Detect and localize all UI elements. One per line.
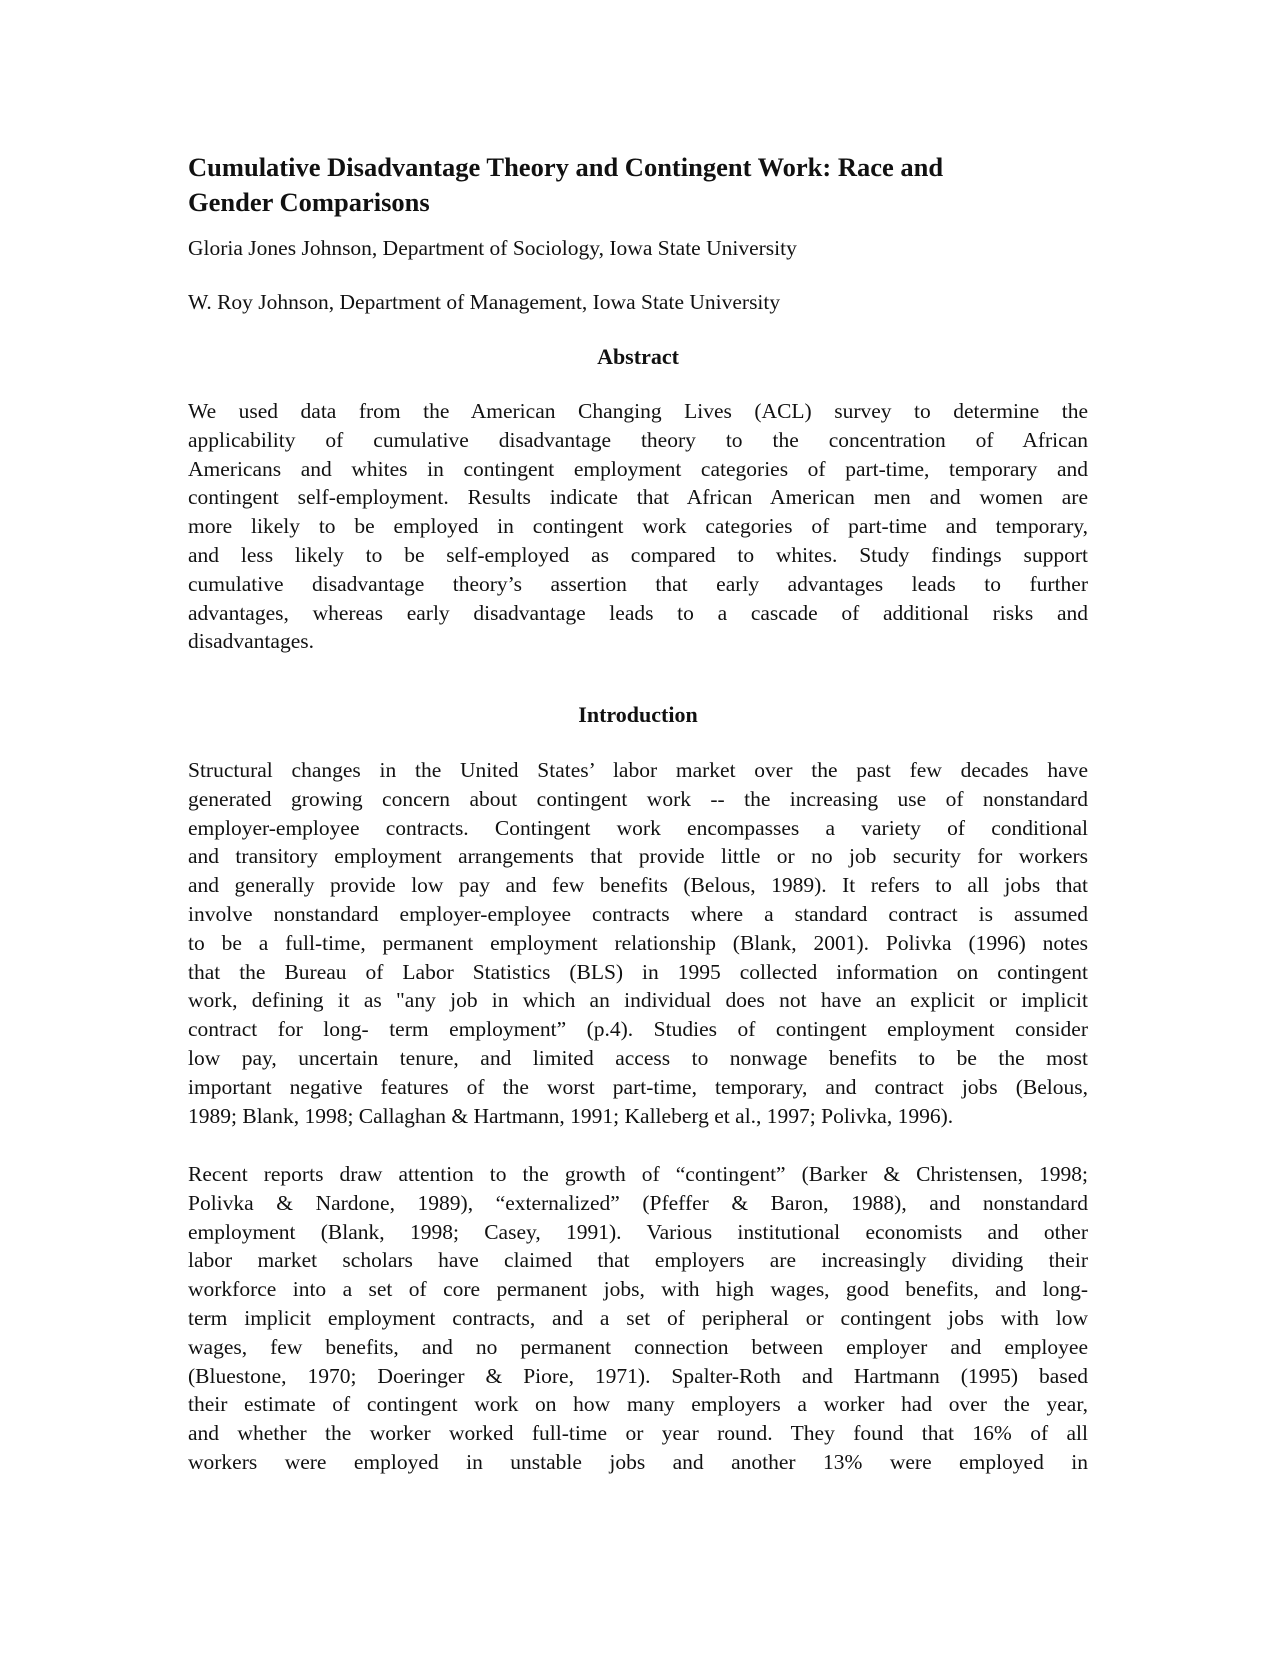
abstract-line: more likely to be employed in contingent work categories of part-time and temporary,	[188, 514, 1088, 539]
body-line: workforce into a set of core permanent jobs, with high wages, good benefits, and long-	[188, 1277, 1088, 1302]
abstract-line: advantages, whereas early disadvantage leads to a cascade of additional risks and	[188, 600, 1088, 625]
body-line: employment (Blank, 1998; Casey, 1991). Various institutional economists and other	[188, 1219, 1088, 1244]
introduction-paragraph-2	[188, 1160, 1088, 1477]
body-line: and generally provide low pay and few benefits (Belous, 1989). It refers to all jobs that	[188, 873, 1088, 898]
body-line: their estimate of contingent work on how many employers a worker had over the year,	[188, 1392, 1088, 1417]
abstract-heading: Abstract	[597, 344, 679, 369]
introduction-heading: Introduction	[578, 702, 698, 727]
abstract-line: applicability of cumulative disadvantage theory to the concentration of African	[188, 427, 1088, 452]
body-line: Recent reports draw attention to the growth of “contingent” (Barker & Christensen, 1998;	[188, 1162, 1088, 1186]
abstract-line: Americans and whites in contingent employment categories of part-time, temporary and	[188, 456, 1088, 481]
abstract-line: and less likely to be self-employed as compared to whites. Study findings support	[188, 542, 1088, 567]
abstract-line: disadvantages.	[188, 629, 314, 654]
body-line: Structural changes in the United States’ labor market over the past few decades have	[188, 758, 1088, 782]
body-line: (Bluestone, 1970; Doeringer & Piore, 1971). Spalter-Roth and Hartmann (1995) based	[188, 1363, 1088, 1388]
body-line: generated growing concern about contingent work -- the increasing use of nonstandard	[188, 786, 1088, 811]
body-line: and whether the worker worked full-time or year round. They found that 16% of all	[188, 1421, 1088, 1446]
abstract-line: We used data from the American Changing Lives (ACL) survey to determine the	[188, 399, 1088, 423]
author-1: Gloria Jones Johnson, Department of Sociology, Iowa State University	[188, 236, 797, 260]
body-line: low pay, uncertain tenure, and limited access to nonwage benefits to be the most	[188, 1045, 1088, 1070]
body-line: work, defining it as "any job in which an individual does not have an explicit or implicit	[188, 988, 1088, 1013]
author-2: W. Roy Johnson, Department of Management, Iowa State University	[188, 290, 781, 314]
body-line: labor market scholars have claimed that employers are increasingly dividing their	[188, 1248, 1088, 1273]
title-line: Gender Comparisons	[188, 187, 430, 217]
body-line: employer-employee contracts. Contingent work encompasses a variety of conditional	[188, 815, 1088, 840]
body-line: 1989; Blank, 1998; Callaghan & Hartmann, 1991; Kalleberg et al., 1997; Polivka, 1996).	[188, 1103, 954, 1128]
abstract-line: contingent self-employment. Results indicate that African American men and women are	[188, 485, 1088, 510]
body-line: contract for long- term employment” (p.4). Studies of contingent employment consider	[188, 1017, 1088, 1042]
body-line: term implicit employment contracts, and a set of peripheral or contingent jobs with low	[188, 1305, 1088, 1330]
body-line: that the Bureau of Labor Statistics (BLS) in 1995 collected information on contingent	[188, 959, 1088, 984]
abstract-paragraph	[188, 397, 1088, 656]
abstract-line: cumulative disadvantage theory’s assertion that early advantages leads to further	[188, 571, 1088, 596]
body-line: wages, few benefits, and no permanent connection between employer and employee	[188, 1334, 1088, 1359]
body-line: involve nonstandard employer-employee contracts where a standard contract is assumed	[188, 901, 1088, 926]
body-line: Polivka & Nardone, 1989), “externalized” (Pfeffer & Baron, 1988), and nonstandard	[188, 1190, 1088, 1215]
body-line: to be a full-time, permanent employment relationship (Blank, 2001). Polivka (1996) notes	[188, 930, 1088, 955]
introduction-paragraph-1	[188, 756, 1088, 1130]
body-line: and transitory employment arrangements that provide little or no job security for workers	[188, 844, 1088, 869]
body-line: workers were employed in unstable jobs and another 13% were employed in	[188, 1449, 1088, 1474]
paper-title	[188, 150, 1088, 220]
body-line: important negative features of the worst part-time, temporary, and contract jobs (Belous,	[188, 1074, 1088, 1099]
title-line: Cumulative Disadvantage Theory and Contingent Work: Race and	[188, 152, 944, 182]
